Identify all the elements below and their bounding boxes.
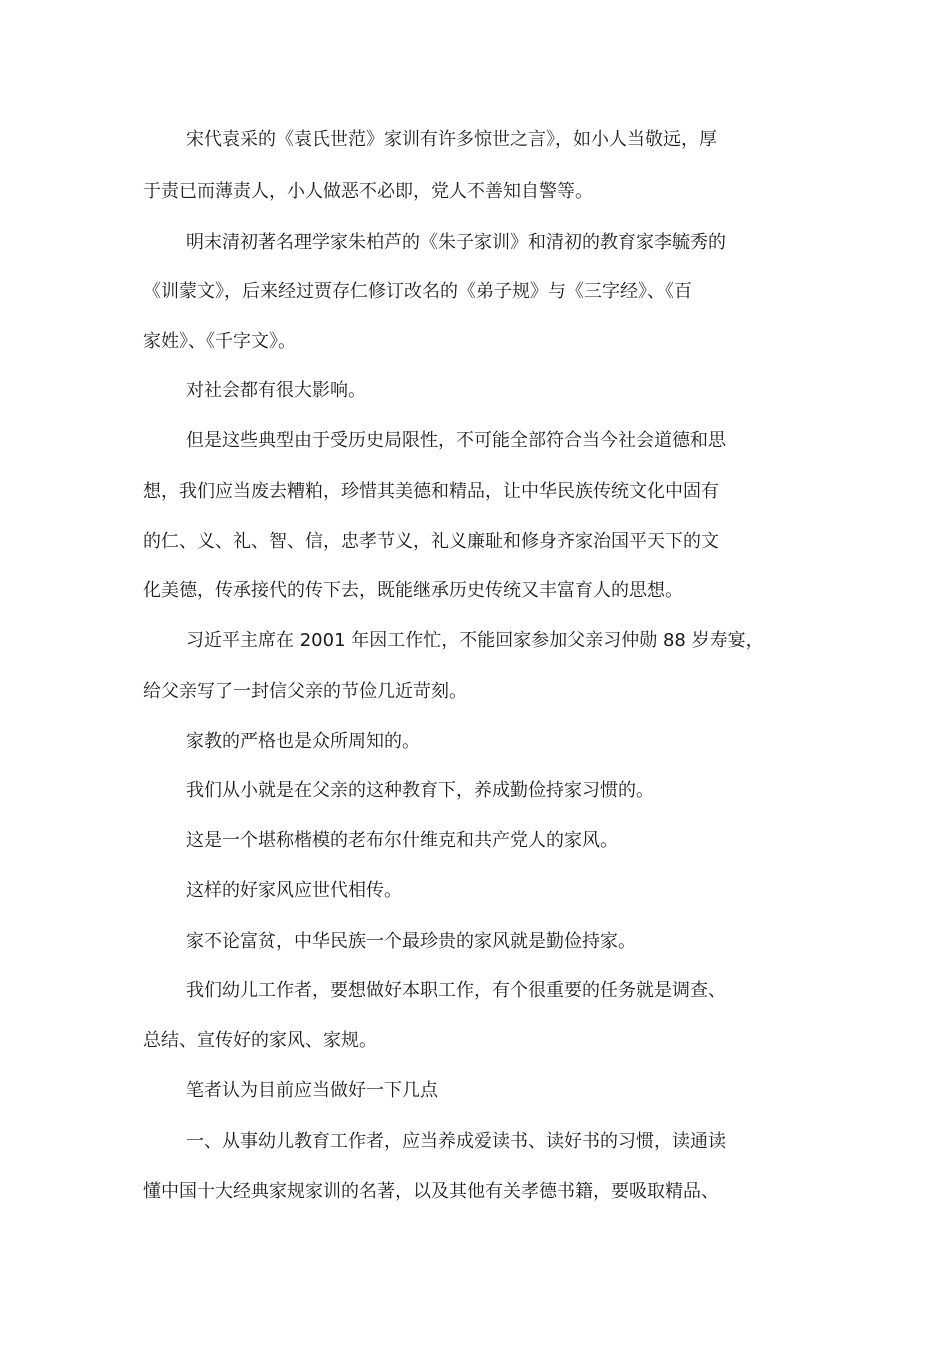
- text-line: 化美德，传承接代的传下去，既能继承历史传统又丰富育人的思想。: [143, 580, 683, 601]
- text-line: 想，我们应当废去糟粕，珍惜其美德和精品，让中华民族传统文化中固有: [143, 481, 719, 502]
- text-line: 我们从小就是在父亲的这种教育下，养成勤俭持家习惯的。: [186, 780, 654, 801]
- text-line: 对社会都有很大影响。: [186, 380, 366, 401]
- text-line: 明末清初著名理学家朱柏芦的《朱子家训》和清初的教育家李毓秀的: [186, 232, 726, 253]
- text-line: 一、从事幼儿教育工作者，应当养成爱读书、读好书的习惯，读通读: [186, 1131, 726, 1152]
- text-line: 笔者认为目前应当做好一下几点: [186, 1080, 438, 1101]
- text-line: 于责已而薄责人，小人做恶不必即，党人不善知自警等。: [143, 181, 593, 202]
- text-line: 这是一个堪称楷模的老布尔什维克和共产党人的家风。: [186, 830, 618, 851]
- text-line: 习近平主席在 2001 年因工作忙，不能回家参加父亲习仲勋 88 岁寿宴，: [186, 630, 764, 651]
- text-line: 我们幼儿工作者，要想做好本职工作，有个很重要的任务就是调查、: [186, 980, 726, 1001]
- text-line: 这样的好家风应世代相传。: [186, 880, 402, 901]
- text-line: 懂中国十大经典家规家训的名著，以及其他有关孝德书籍，要吸取精品、: [143, 1181, 719, 1202]
- text-line: 的仁、义、礼、智、信，忠孝节义，礼义廉耻和修身齐家治国平天下的文: [143, 531, 719, 552]
- text-line: 家教的严格也是众所周知的。: [186, 731, 420, 752]
- text-line: 《训蒙文》，后来经过贾存仁修订改名的《弟子规》与《三字经》、《百: [143, 281, 692, 302]
- text-line: 家不论富贫，中华民族一个最珍贵的家风就是勤俭持家。: [186, 931, 636, 952]
- text-line: 家姓》、《千字文》。: [143, 331, 296, 352]
- text-line: 宋代袁采的《袁氏世范》家训有许多惊世之言》，如小人当敬远，厚: [186, 129, 717, 150]
- text-line: 总结、宣传好的家风、家规。: [143, 1030, 377, 1051]
- text-line: 给父亲写了一封信父亲的节俭几近苛刻。: [143, 681, 467, 702]
- text-line: 但是这些典型由于受历史局限性，不可能全部符合当今社会道德和思: [186, 430, 726, 451]
